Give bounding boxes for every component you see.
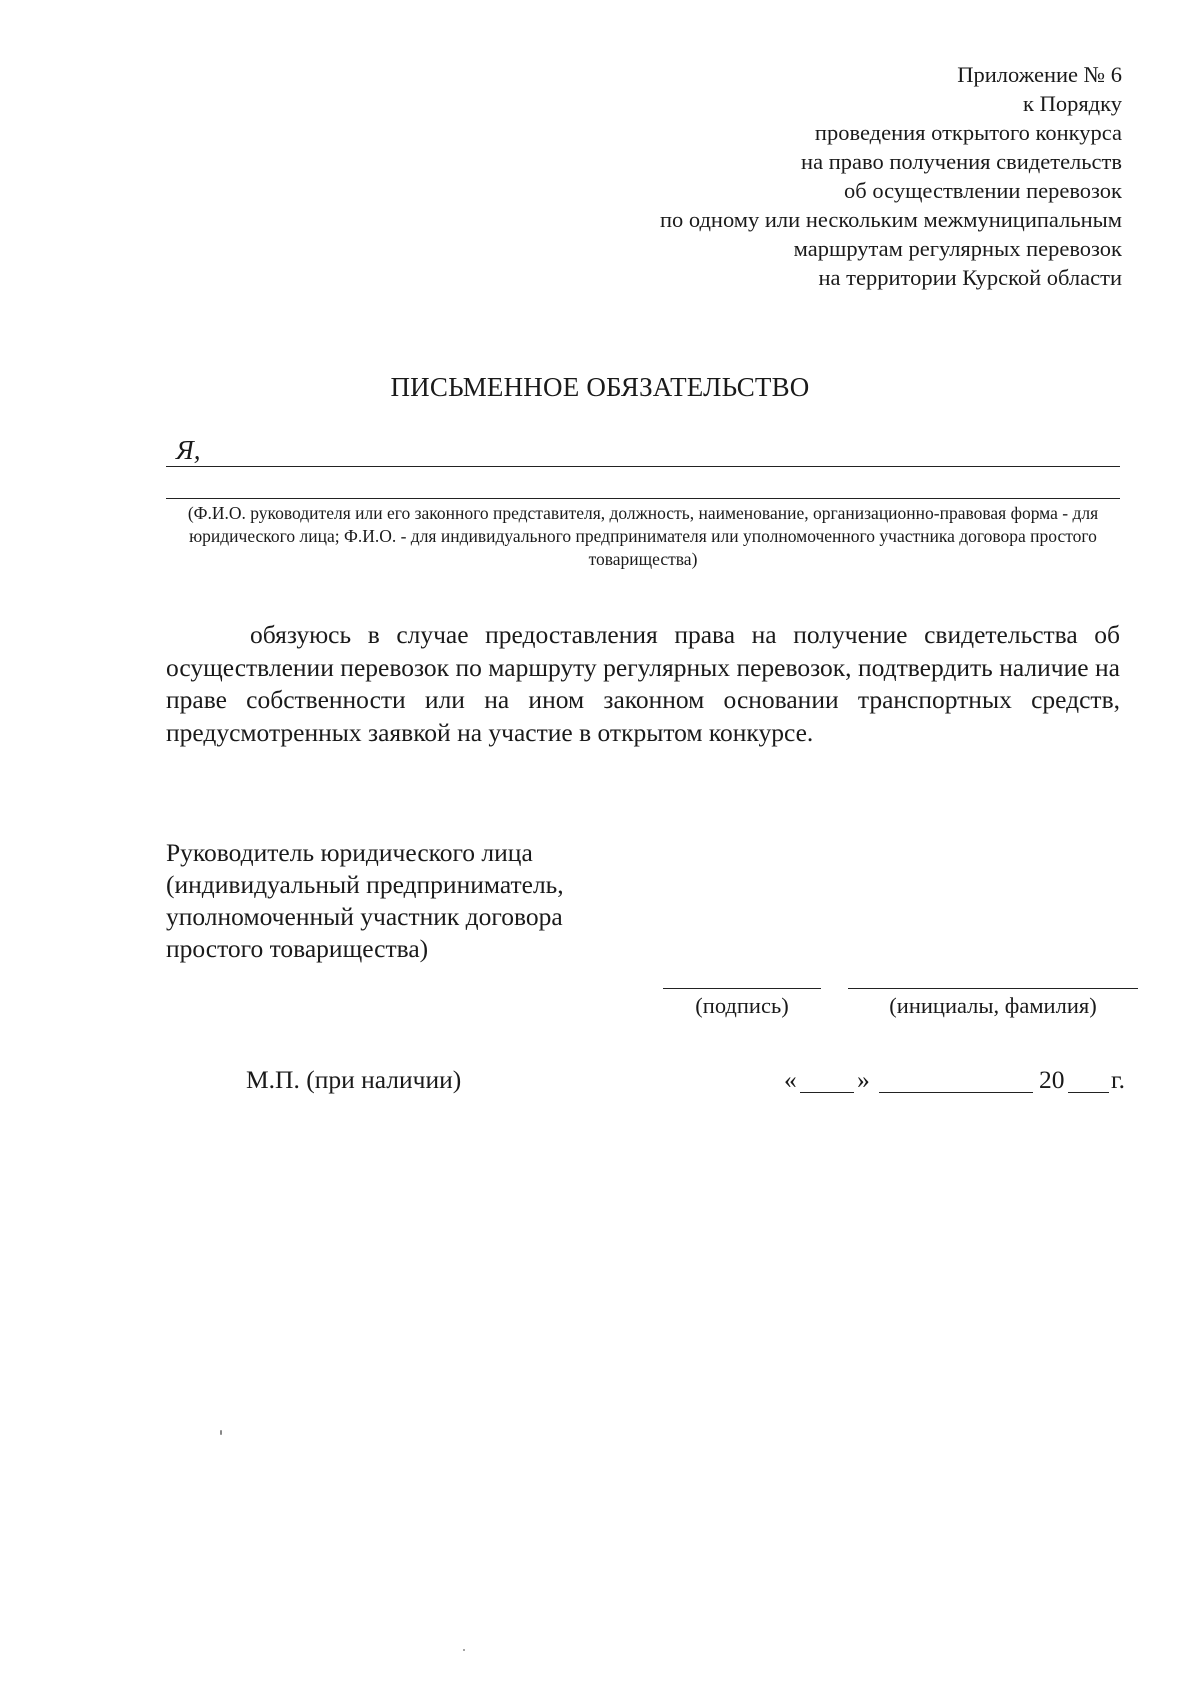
signer-title — [166, 837, 686, 965]
appendix-line: маршрутам регулярных перевозок — [793, 236, 1122, 261]
signer-line: (индивидуальный предприниматель, — [166, 870, 564, 899]
stamp-placeholder: М.П. (при наличии) — [246, 1065, 462, 1094]
signature-field[interactable] — [663, 988, 821, 989]
date-open-quote: « — [784, 1065, 797, 1094]
date-year-suffix: г. — [1111, 1065, 1125, 1094]
signer-line: Руководитель юридического лица — [166, 838, 533, 867]
signer-line: уполномоченный участник договора — [166, 902, 563, 931]
scan-speck — [220, 1430, 222, 1435]
date-close-quote: » — [857, 1065, 870, 1094]
name-caption: (инициалы, фамилия) — [889, 993, 1097, 1018]
appendix-line: Приложение № 6 — [957, 62, 1122, 87]
declarant-details-field[interactable] — [166, 498, 1120, 499]
document-title: ПИСЬМЕННОЕ ОБЯЗАТЕЛЬСТВО — [390, 372, 810, 402]
appendix-line: к Порядку — [1023, 91, 1122, 116]
signature-caption: (подпись) — [695, 993, 789, 1018]
declarant-hint: (Ф.И.О. руководителя или его законного представителя, должность, наименование, организационно-правовая форма - для юридического лица; Ф.И.О. - для индивидуального предпринимателя или уполномоченного участника договора простого товарищества) — [187, 503, 1099, 569]
date-day-field[interactable] — [800, 1092, 854, 1093]
signer-line: простого товарищества) — [166, 934, 429, 963]
obligation-text: обязуюсь в случае предоставления права на получение свидетельства об осуществлении перевозок по маршруту регулярных перевозок, подтвердить наличие на праве собственности или на ином законном основании транспортных средств, предусмотренных заявкой на участие в открытом конкурсе. — [166, 620, 1120, 747]
appendix-line: проведения открытого конкурса — [814, 120, 1122, 145]
appendix-line: на территории Курской области — [818, 265, 1122, 290]
appendix-header — [422, 60, 1122, 292]
declarant-name-field[interactable] — [166, 432, 1120, 467]
initials-surname-field[interactable] — [848, 988, 1138, 989]
appendix-line: на право получения свидетельств — [801, 149, 1122, 174]
appendix-line: об осуществлении перевозок — [844, 178, 1122, 203]
date-year-field[interactable] — [1068, 1092, 1109, 1093]
date-month-field[interactable] — [879, 1092, 1033, 1093]
appendix-line: по одному или нескольким межмуниципальным — [659, 207, 1122, 232]
date-year-prefix: 20 — [1039, 1065, 1065, 1094]
declarant-prefix: Я, — [176, 435, 201, 465]
scan-speck — [463, 1649, 465, 1651]
